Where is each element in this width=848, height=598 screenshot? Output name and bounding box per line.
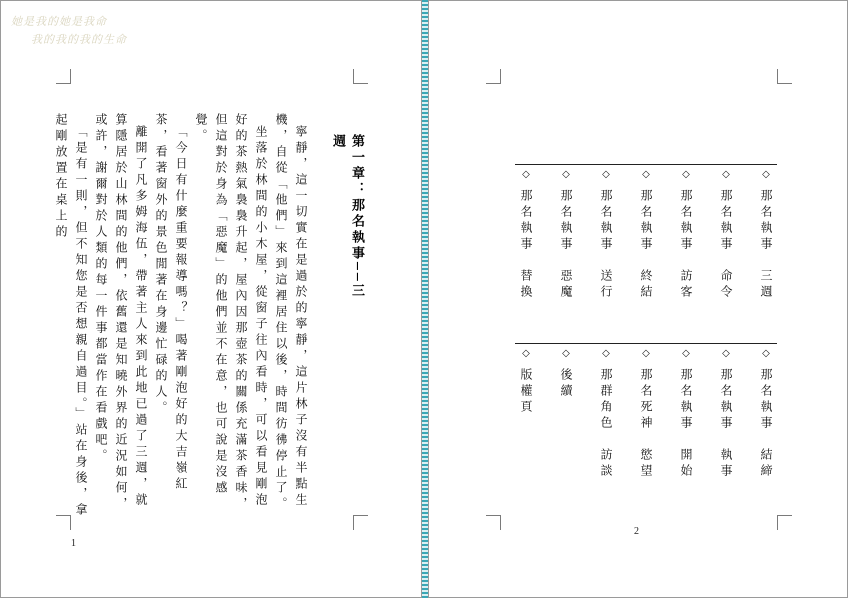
toc-entry-label: 那名執事 結締 [759,368,773,480]
crop-mark [353,69,368,84]
left-page [0,0,422,598]
story-text [54,113,311,523]
diamond-bullet-icon: ◇ [562,169,570,180]
toc-entry-label: 那群角色 訪談 [599,368,613,480]
toc-entry[interactable] [556,348,576,508]
toc-entry[interactable] [556,169,576,329]
watermark [11,13,127,49]
toc-entry[interactable] [676,169,696,329]
paragraph: 離開了凡多姆海伍，帶著主人來到此地已過了三週，就算隱居於山林間的他們，依舊還是知曉外界的近況如何，或許，謝爾對於人類的每一件事都當作在看戲吧。 [94,113,148,513]
diamond-bullet-icon: ◇ [602,348,610,359]
toc-entry-label: 那名執事 替換 [519,189,533,301]
paragraph: 坐落於林間的小木屋，從窗子往內看時，可以看見剛泡好的茶熱氣裊裊升起，屋內因那壺茶的關係充滿茶香味，但這對於身為「惡魔」的他們並不在意，也可說是沒感覺。 [194,113,268,513]
toc-entry[interactable] [756,348,776,508]
toc-entry-label: 那名執事 訪客 [679,189,693,301]
diamond-bullet-icon: ◇ [682,169,690,180]
page-number: 1 [71,538,76,549]
toc-divider [515,343,777,344]
toc-entry[interactable] [676,348,696,508]
diamond-bullet-icon: ◇ [762,348,770,359]
toc-divider [515,164,777,165]
crop-mark [777,69,792,84]
chapter-title: 第一章：那名執事──三週 [330,134,364,300]
diamond-bullet-icon: ◇ [642,348,650,359]
diamond-bullet-icon: ◇ [642,169,650,180]
toc-entry-label: 那名執事 三週 [759,189,773,301]
toc-entry[interactable] [516,348,536,508]
crop-mark [353,515,368,530]
watermark-line: 我的我的我的生命 [31,33,127,46]
diamond-bullet-icon: ◇ [762,169,770,180]
toc-entry[interactable] [596,348,616,508]
crop-mark [777,515,792,530]
toc-entry-label: 那名執事 送行 [599,189,613,301]
toc-entry-label: 那名執事 終結 [639,189,653,301]
toc-entry[interactable] [716,348,736,508]
right-page [428,0,848,598]
toc-entry[interactable] [596,169,616,329]
diamond-bullet-icon: ◇ [682,348,690,359]
toc-entry[interactable] [756,169,776,329]
toc-entry[interactable] [516,169,536,329]
crop-mark [56,69,71,84]
toc-entry-label: 那名執事 執事 [719,368,733,480]
diamond-bullet-icon: ◇ [522,348,530,359]
toc-entry[interactable] [636,348,656,508]
watermark-line: 她是我的她是我命 [11,15,107,28]
crop-mark [486,515,501,530]
paragraph: 寧靜，這一切實在是過於的寧靜，這片林子沒有半點生機，自從「他們」來到這裡居住以後，時間彷彿停止了。 [274,113,308,513]
paragraph: 「是有一則，但不知您是否想親自過目。」站在身後，拿起剛放置在桌上的 [54,113,88,519]
crop-mark [486,69,501,84]
toc-entry-label: 那名執事 惡魔 [559,189,573,301]
toc-entry-label: 版權頁 [519,368,533,416]
toc-entry-label: 那名執事 開始 [679,368,693,480]
diamond-bullet-icon: ◇ [562,348,570,359]
toc-entry[interactable] [636,169,656,329]
diamond-bullet-icon: ◇ [602,169,610,180]
toc-entry-label: 那名死神 慾望 [639,368,653,480]
toc-entry-label: 後續 [559,368,573,400]
toc-entry[interactable] [716,169,736,329]
diamond-bullet-icon: ◇ [722,348,730,359]
page-number: 2 [634,526,639,537]
paragraph: 「今日有什麼重要報導嗎？」喝著剛泡好的大吉嶺紅茶，看著窗外的景色閒著在身邊忙碌的人。 [154,113,188,493]
diamond-bullet-icon: ◇ [722,169,730,180]
diamond-bullet-icon: ◇ [522,169,530,180]
toc-entry-label: 那名執事 命令 [719,189,733,301]
